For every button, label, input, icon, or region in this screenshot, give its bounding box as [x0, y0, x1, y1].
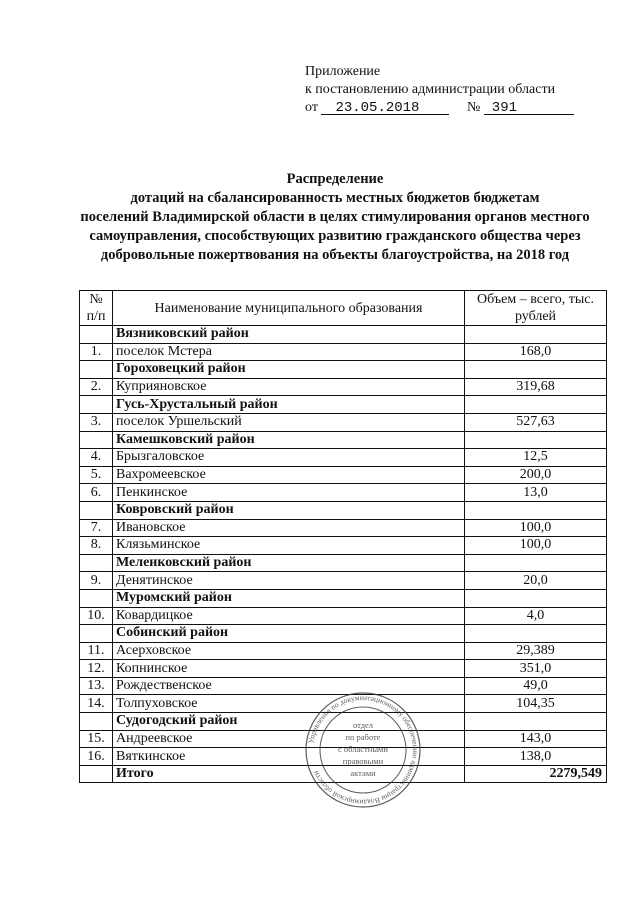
district-row [80, 396, 607, 414]
row-num [80, 554, 113, 572]
row-num: 1. [80, 343, 113, 361]
row-num [80, 765, 113, 783]
stamp-line-4: правовыми [342, 756, 384, 766]
table-row [80, 449, 607, 467]
stamp-line-1: отдел [352, 720, 374, 730]
settlement-name: Рождественское [113, 677, 465, 695]
row-value [465, 713, 607, 731]
table-row [80, 413, 607, 431]
row-value: 351,0 [465, 660, 607, 678]
settlement-name: Куприяновское [113, 378, 465, 396]
district-name: Меленковский район [113, 554, 465, 572]
row-value: 319,68 [465, 378, 607, 396]
row-num: 8. [80, 537, 113, 555]
row-num: 2. [80, 378, 113, 396]
row-num: 16. [80, 748, 113, 766]
number-value: 391 [491, 100, 518, 116]
row-value: 138,0 [465, 748, 607, 766]
district-name: Камешковский район [113, 431, 465, 449]
date-field [321, 99, 449, 115]
row-num [80, 326, 113, 344]
from-label: от [305, 100, 318, 115]
row-value: 100,0 [465, 519, 607, 537]
district-name: Ковровский район [113, 501, 465, 519]
date-value: 23.05.2018 [335, 100, 420, 116]
stamp-line-5: актами [350, 768, 376, 778]
row-num: 3. [80, 413, 113, 431]
table-row [80, 572, 607, 590]
title-line-3: поселений Владимирской области в целях стимулирования органов местного [80, 209, 590, 225]
row-value: 104,35 [465, 695, 607, 713]
row-num [80, 396, 113, 414]
settlement-name: Асерховское [113, 642, 465, 660]
district-row [80, 589, 607, 607]
settlement-name: Денятинское [113, 572, 465, 590]
appendix-ref: к постановлению администрации области [305, 82, 556, 97]
title-line-1: Распределение [286, 171, 384, 187]
table-row [80, 642, 607, 660]
header-name: Наименование муниципального образования [113, 291, 465, 326]
district-name: Гусь-Хрустальный район [113, 396, 465, 414]
district-name: Муромский район [113, 589, 465, 607]
row-num [80, 589, 113, 607]
row-value: 12,5 [465, 449, 607, 467]
settlement-name: Копнинское [113, 660, 465, 678]
row-value [465, 326, 607, 344]
settlement-name: поселок Уршельский [113, 413, 465, 431]
table-row [80, 537, 607, 555]
row-value: 100,0 [465, 537, 607, 555]
row-num: 12. [80, 660, 113, 678]
document-title [60, 170, 610, 265]
table-row [80, 343, 607, 361]
row-value: 13,0 [465, 484, 607, 502]
district-name: Собинский район [113, 625, 465, 643]
settlement-name: Пенкинское [113, 484, 465, 502]
settlement-name: Вяткинское [113, 748, 465, 766]
row-value: 29,389 [465, 642, 607, 660]
row-num: 13. [80, 677, 113, 695]
row-num: 5. [80, 466, 113, 484]
stamp-line-2: по работе [345, 732, 381, 742]
total-label: Итого [113, 765, 465, 783]
official-stamp [303, 690, 423, 810]
row-value [465, 554, 607, 572]
title-line-5: добровольные пожертвования на объекты благоустройства, на 2018 год [100, 247, 570, 263]
settlement-name: Ивановское [113, 519, 465, 537]
district-row [80, 431, 607, 449]
row-num [80, 501, 113, 519]
table-row [80, 378, 607, 396]
district-name: Вязниковский район [113, 326, 465, 344]
row-value: 49,0 [465, 677, 607, 695]
row-value: 20,0 [465, 572, 607, 590]
settlement-name: Клязьминское [113, 537, 465, 555]
district-name: Гороховецкий район [113, 361, 465, 379]
header-volume: Объем – всего, тыс. рублей [465, 291, 607, 326]
row-num: 9. [80, 572, 113, 590]
row-value [465, 361, 607, 379]
row-value: 200,0 [465, 466, 607, 484]
row-num: 6. [80, 484, 113, 502]
appendix-header [305, 63, 574, 117]
settlement-name: Ковардицкое [113, 607, 465, 625]
row-value [465, 431, 607, 449]
row-num: 10. [80, 607, 113, 625]
row-value [465, 589, 607, 607]
appendix-date-number [305, 99, 574, 117]
district-name: Судогодский район [113, 713, 465, 731]
row-num: 4. [80, 449, 113, 467]
row-value: 4,0 [465, 607, 607, 625]
row-num: 15. [80, 730, 113, 748]
number-field [484, 99, 574, 115]
district-row [80, 361, 607, 379]
row-value [465, 625, 607, 643]
header-num: № п/п [80, 291, 113, 326]
row-num [80, 431, 113, 449]
row-num: 14. [80, 695, 113, 713]
number-label: № [466, 100, 481, 115]
title-line-2: дотаций на сбалансированность местных бюджетов бюджетам [130, 190, 540, 206]
total-value: 2279,549 [465, 765, 607, 783]
stamp-line-3: с областными [338, 744, 388, 754]
district-row [80, 501, 607, 519]
row-num [80, 625, 113, 643]
row-num [80, 361, 113, 379]
table-row [80, 607, 607, 625]
table-row [80, 519, 607, 537]
row-value [465, 501, 607, 519]
title-line-4: самоуправления, способствующих развитию гражданского общества через [89, 228, 581, 244]
district-row [80, 326, 607, 344]
row-value: 168,0 [465, 343, 607, 361]
table-row [80, 466, 607, 484]
settlement-name: Вахромеевское [113, 466, 465, 484]
row-num [80, 713, 113, 731]
row-num: 7. [80, 519, 113, 537]
row-value: 527,63 [465, 413, 607, 431]
settlement-name: Брызгаловское [113, 449, 465, 467]
stamp-ring-text: Управления по документационному обеспечению администрации Владимирской области [306, 692, 421, 808]
table-header-row [80, 291, 607, 326]
settlement-name: Андреевское [113, 730, 465, 748]
row-value [465, 396, 607, 414]
row-value: 143,0 [465, 730, 607, 748]
table-row [80, 484, 607, 502]
settlement-name: Толпуховское [113, 695, 465, 713]
table-row [80, 660, 607, 678]
settlement-name: поселок Мстера [113, 343, 465, 361]
district-row [80, 625, 607, 643]
district-row [80, 554, 607, 572]
appendix-label: Приложение [305, 64, 381, 79]
row-num: 11. [80, 642, 113, 660]
